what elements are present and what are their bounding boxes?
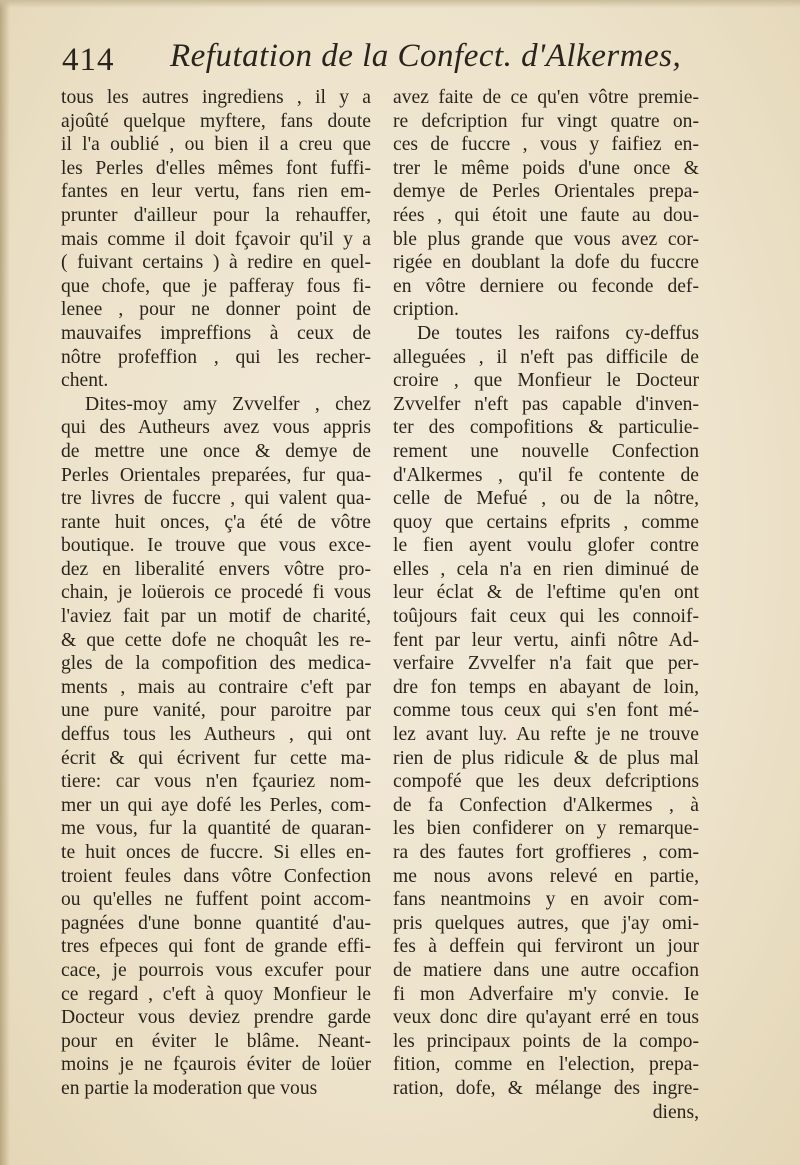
text-line: nôtre profeffion , qui les recher- <box>61 346 371 368</box>
text-line: chain, je loüerois ce procedé fi vous <box>61 582 371 604</box>
text-line: prunter d'ailleur pour la rehauffer, <box>61 204 371 226</box>
text-line: fes à deffein qui ferviront un jour <box>393 936 699 958</box>
text-line: ration, dofe, & mélange des ingre- <box>393 1077 699 1099</box>
text-line: demye de Perles Orientales prepa- <box>393 181 699 203</box>
text-line: rement une nouvelle Confection <box>393 440 699 462</box>
text-line: te huit onces de fuccre. Si elles en- <box>61 842 371 863</box>
text-line: re defcription fur vingt quatre on- <box>393 110 699 132</box>
text-line: lenee , pour ne donner point de <box>61 299 371 321</box>
text-line: compofé que les deux defcriptions <box>393 771 699 793</box>
text-line: De toutes les raifons cy-deffus <box>417 322 699 344</box>
text-line: Dites-moy amy Zvvelfer , chez <box>85 393 371 415</box>
text-line: comme tous ceux qui s'en font mé- <box>393 700 699 722</box>
text-line: avez faite de ce qu'en vôtre premie- <box>393 87 699 108</box>
text-line: de fa Confection d'Alkermes , à <box>393 794 699 816</box>
text-line: qui des Autheurs avez vous appris <box>61 417 371 439</box>
text-line: tre livres de fuccre , qui valent qua- <box>61 488 371 510</box>
text-line: croire , que Monfieur le Docteur <box>393 370 699 392</box>
text-line: celle de Mefué , ou de la nôtre, <box>393 488 699 510</box>
text-line: fent par leur vertu, ainfi nôtre Ad- <box>393 629 699 651</box>
text-line: cace, je pourrois vous excufer pour <box>61 959 371 981</box>
text-line: de matiere dans une autre occafion <box>393 959 699 981</box>
page-top-shadow <box>0 0 800 8</box>
text-line: fition, comme en l'election, prepa- <box>393 1054 699 1076</box>
text-line: alleguées , il n'eft pas difficile de <box>393 346 699 368</box>
text-line: pour en éviter le blâme. Neant- <box>61 1030 371 1052</box>
text-line: fantes en leur vertu, fans rien em- <box>61 181 371 203</box>
text-line: quoy que certains efprits , comme <box>393 511 699 533</box>
text-line: elles , cela n'a en rien diminué de <box>393 558 699 580</box>
text-line: en vôtre derniere ou feconde def- <box>393 275 699 297</box>
text-line: d'Alkermes , qu'il fe contente de <box>393 464 699 486</box>
text-line: ments , mais au contraire c'eft par <box>61 676 371 698</box>
text-line: leur éclat & de l'eftime qu'en ont <box>393 582 699 604</box>
text-line: le fien ayent voulu glofer contre <box>393 535 699 557</box>
text-line: & que cette dofe ne choquât les re- <box>61 629 371 651</box>
text-line: l'aviez fait par un motif de charité, <box>61 606 371 628</box>
text-line: une pure vanité, pour paroitre par <box>61 700 371 722</box>
text-line: ter des compofitions & particulie- <box>393 417 699 439</box>
text-line: lez avant luy. Au refte je ne trouve <box>393 724 699 746</box>
page-number: 414 <box>62 42 115 78</box>
running-title: Refutation de la Confect. d'Alkermes, <box>170 38 682 74</box>
text-line: Zvvelfer n'eft pas capable d'inven- <box>393 393 699 415</box>
left-text-column <box>61 86 371 1101</box>
text-line: dez en liberalité envers vôtre pro- <box>61 558 371 580</box>
text-line: boutique. Ie trouve que vous exce- <box>61 535 371 557</box>
text-line: mauvaifes impreffions à ceux de <box>61 322 371 344</box>
text-line: fi mon Adverfaire m'y convie. Ie <box>393 983 699 1005</box>
text-line: que chofe, que je pafferay fous fi- <box>61 275 371 297</box>
text-line: me vous, fur la quantité de quaran- <box>61 818 371 840</box>
text-line: cription. <box>393 299 459 321</box>
text-line: en partie la moderation que vous <box>61 1077 318 1099</box>
text-line: mer un qui aye dofé les Perles, com- <box>61 794 371 816</box>
text-line: rante huit onces, ç'a été de vôtre <box>61 511 371 533</box>
text-line: Docteur vous deviez prendre garde <box>61 1007 371 1029</box>
text-line: il l'a oublié , ou bien il a creu que <box>61 134 371 156</box>
page-header <box>62 38 682 84</box>
text-line: tiere: car vous n'en fçauriez nom- <box>61 771 371 793</box>
text-line: chent. <box>61 370 109 392</box>
text-line: deffus tous les Autheurs , qui ont <box>61 724 371 746</box>
text-line: ajoûté quelque myftere, fans doute <box>61 110 371 132</box>
text-line: ou qu'elles ne fuffent point accom- <box>61 889 371 911</box>
text-line: pagnées d'une bonne quantité d'au- <box>61 912 371 934</box>
text-line: fans neantmoins y en avoir com- <box>393 889 699 911</box>
text-line: mais comme il doit fçavoir qu'il y a <box>61 228 371 250</box>
text-line: Perles Orientales preparées, fur qua- <box>61 464 371 486</box>
text-line: ce regard , c'eft à quoy Monfieur le <box>61 983 371 1005</box>
text-line: tres efpeces qui font de grande effi- <box>61 936 371 958</box>
right-text-column <box>393 86 699 1124</box>
text-line: verfaire Zvvelfer n'a fait que per- <box>393 653 699 675</box>
text-line: ra des fautes fort groffieres , com- <box>393 842 699 863</box>
text-line: moins je ne fçaurois éviter de loüer <box>61 1054 371 1076</box>
text-line: rigée en doublant la dofe du fuccre <box>393 252 699 274</box>
text-line: gles de la compofition des medica- <box>61 653 371 675</box>
text-line: rées , qui étoit une faute au dou- <box>393 204 699 226</box>
text-line: écrit & qui écrivent fur cette ma- <box>61 747 371 769</box>
text-line: les principaux points de la compo- <box>393 1030 699 1052</box>
text-line: pris quelques autres, que j'ay omi- <box>393 912 699 934</box>
text-line: les Perles d'elles mêmes font fuffi- <box>61 157 371 179</box>
text-line: dre fon temps en abayant de loin, <box>393 676 699 698</box>
text-line: tous les autres ingrediens , il y a <box>61 87 371 108</box>
text-line: ces de fuccre , vous y faifiez en- <box>393 134 699 156</box>
text-line: diens, <box>652 1101 699 1123</box>
text-line: veux donc dire qu'ayant erré en tous <box>393 1007 699 1029</box>
text-line: ble plus grande que vous avez cor- <box>393 228 699 250</box>
text-line: toûjours fait ceux qui les connoif- <box>393 606 699 628</box>
page-edge-shadow <box>0 0 10 1165</box>
text-line: troient feules dans vôtre Confection <box>61 865 371 887</box>
text-line: me nous avons relevé en partie, <box>393 865 699 887</box>
text-line: rien de plus ridicule & de plus mal <box>393 747 699 769</box>
text-line: de mettre une once & demye de <box>61 440 371 462</box>
text-line: trer le même poids d'une once & <box>393 157 699 179</box>
text-line: ( fuivant certains ) à redire en quel- <box>61 252 371 274</box>
text-line: les bien confiderer on y remarque- <box>393 818 699 840</box>
